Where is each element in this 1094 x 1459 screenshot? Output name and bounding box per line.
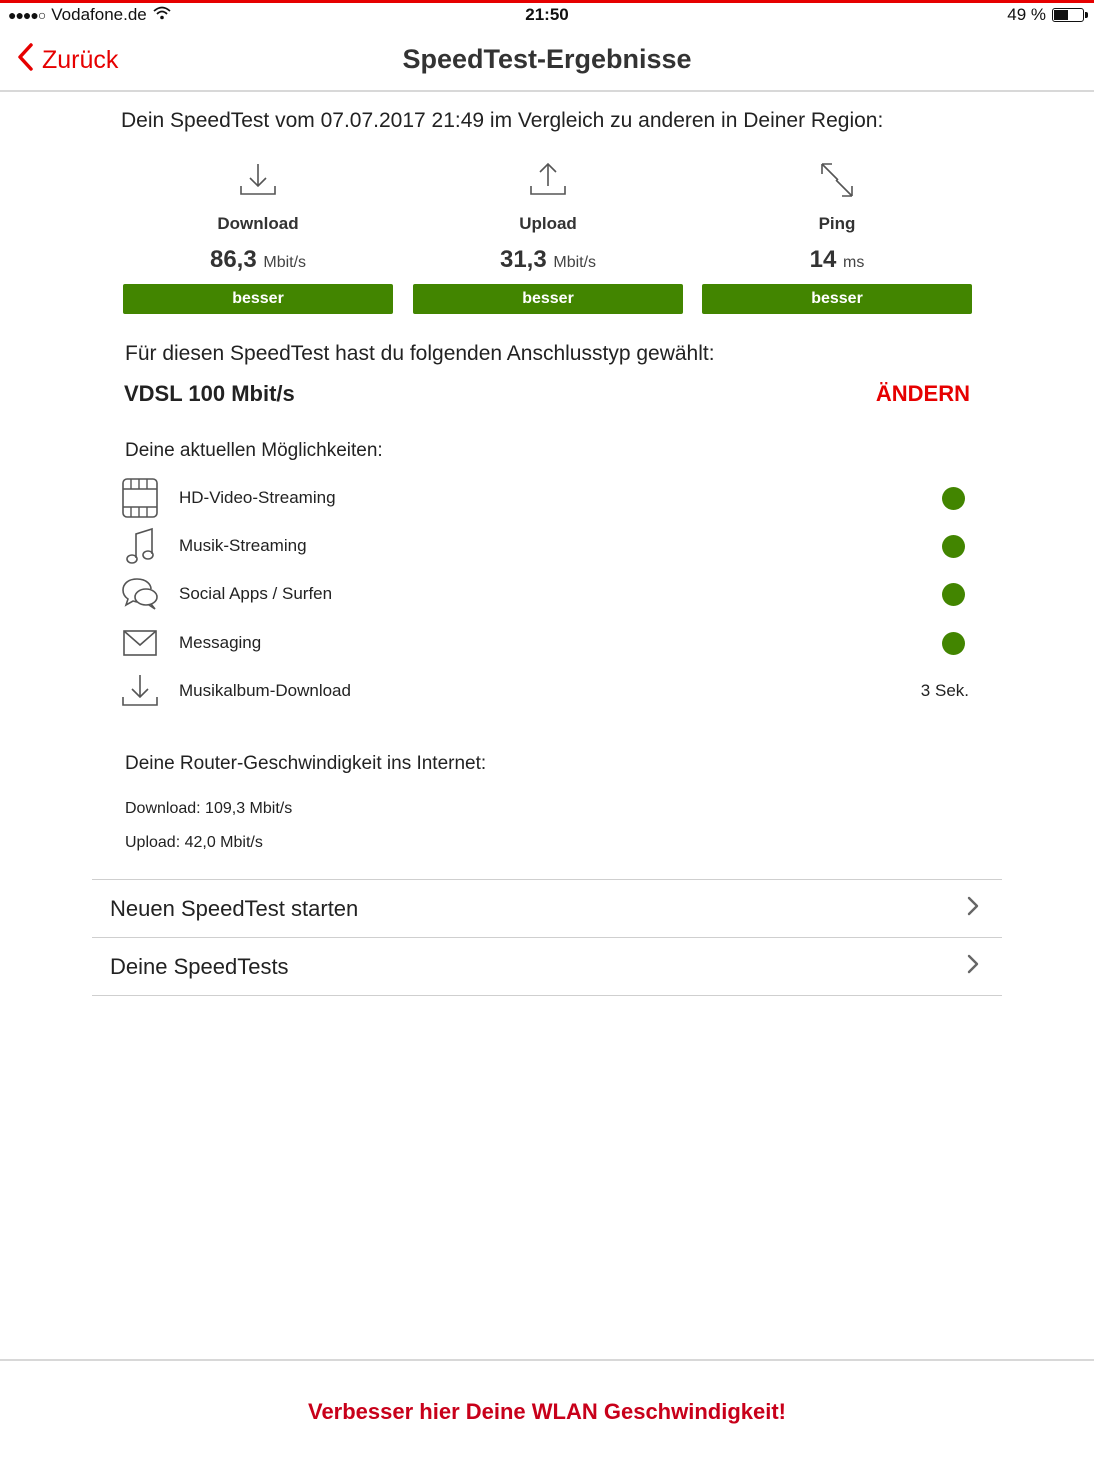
capability-row xyxy=(120,668,972,714)
metric-value-row xyxy=(413,246,683,274)
metric-label: Ping xyxy=(818,214,856,233)
metric-unit: ms xyxy=(843,254,865,271)
film-icon xyxy=(120,477,160,519)
download-icon xyxy=(123,158,393,202)
metric-value: 31,3 xyxy=(499,246,547,273)
capability-label: Musikalbum-Download xyxy=(179,681,351,700)
rating-badge: besser xyxy=(123,284,393,314)
carrier-name: Vodafone.de xyxy=(51,5,147,24)
connection-prompt: Für diesen SpeedTest hast du folgenden Anschlusstyp gewählt: xyxy=(125,342,715,365)
status-ok-indicator xyxy=(942,487,965,510)
footer-bar xyxy=(0,1359,1094,1459)
metric-unit: Mbit/s xyxy=(263,254,307,271)
capability-row xyxy=(120,523,972,569)
improve-wlan-link[interactable]: Verbesser hier Deine WLAN Geschwindigkeit! xyxy=(307,1399,787,1424)
my-speedtests-item[interactable] xyxy=(92,938,1002,996)
router-speed-title: Deine Router-Geschwindigkeit ins Internet: xyxy=(125,753,487,774)
music-note-icon xyxy=(120,525,160,567)
status-ok-indicator xyxy=(942,583,965,606)
page-title: SpeedTest-Ergebnisse xyxy=(402,44,692,74)
chat-bubbles-icon xyxy=(120,573,160,615)
back-label: Zurück xyxy=(42,46,119,74)
intro-text: Dein SpeedTest vom 07.07.2017 21:49 im Vergleich zu anderen in Deiner Region: xyxy=(121,109,884,132)
metric-download xyxy=(123,158,393,314)
metric-unit: Mbit/s xyxy=(553,254,597,271)
status-ok-indicator xyxy=(942,535,965,558)
capability-row xyxy=(120,475,972,521)
router-download: Download: 109,3 Mbit/s xyxy=(125,800,293,817)
rating-badge: besser xyxy=(413,284,683,314)
new-speedtest-item[interactable] xyxy=(92,880,1002,938)
battery-percent: 49 % xyxy=(1007,5,1046,24)
status-right xyxy=(1007,5,1084,25)
metric-upload xyxy=(413,158,683,314)
battery-icon xyxy=(1052,8,1084,22)
capability-row xyxy=(120,571,972,617)
status-time: 21:50 xyxy=(525,5,569,24)
router-upload: Upload: 42,0 Mbit/s xyxy=(125,834,263,851)
metric-ping xyxy=(702,158,972,314)
capability-label: Musik-Streaming xyxy=(179,536,307,555)
signal-strength-icon: ●●●●○ xyxy=(8,7,46,23)
chevron-right-icon xyxy=(966,895,980,923)
navigation-bar xyxy=(0,30,1094,92)
metric-value-row xyxy=(123,246,393,274)
status-ok-indicator xyxy=(942,632,965,655)
change-connection-button[interactable]: ÄNDERN xyxy=(875,381,970,406)
metric-value-row xyxy=(702,246,972,274)
status-bar xyxy=(0,3,1094,29)
capability-row xyxy=(120,620,972,666)
metric-label: Download xyxy=(217,214,299,233)
capability-label: Messaging xyxy=(179,633,262,652)
chevron-right-icon xyxy=(966,953,980,981)
metric-value: 14 xyxy=(809,246,837,273)
capability-label: Social Apps / Surfen xyxy=(179,584,333,603)
metric-value: 86,3 xyxy=(209,246,257,273)
upload-icon xyxy=(413,158,683,202)
list-item-label: Neuen SpeedTest starten xyxy=(110,895,359,921)
capabilities-title: Deine aktuellen Möglichkeiten: xyxy=(125,440,383,461)
rating-badge: besser xyxy=(702,284,972,314)
action-list xyxy=(92,879,1002,996)
ping-icon xyxy=(702,158,972,202)
connection-type: VDSL 100 Mbit/s xyxy=(124,381,295,406)
download-icon xyxy=(120,670,160,712)
list-item-label: Deine SpeedTests xyxy=(110,953,289,979)
metric-label: Upload xyxy=(519,214,577,233)
capability-value: 3 Sek. xyxy=(920,681,969,700)
capability-label: HD-Video-Streaming xyxy=(179,488,336,507)
envelope-icon xyxy=(120,622,160,664)
